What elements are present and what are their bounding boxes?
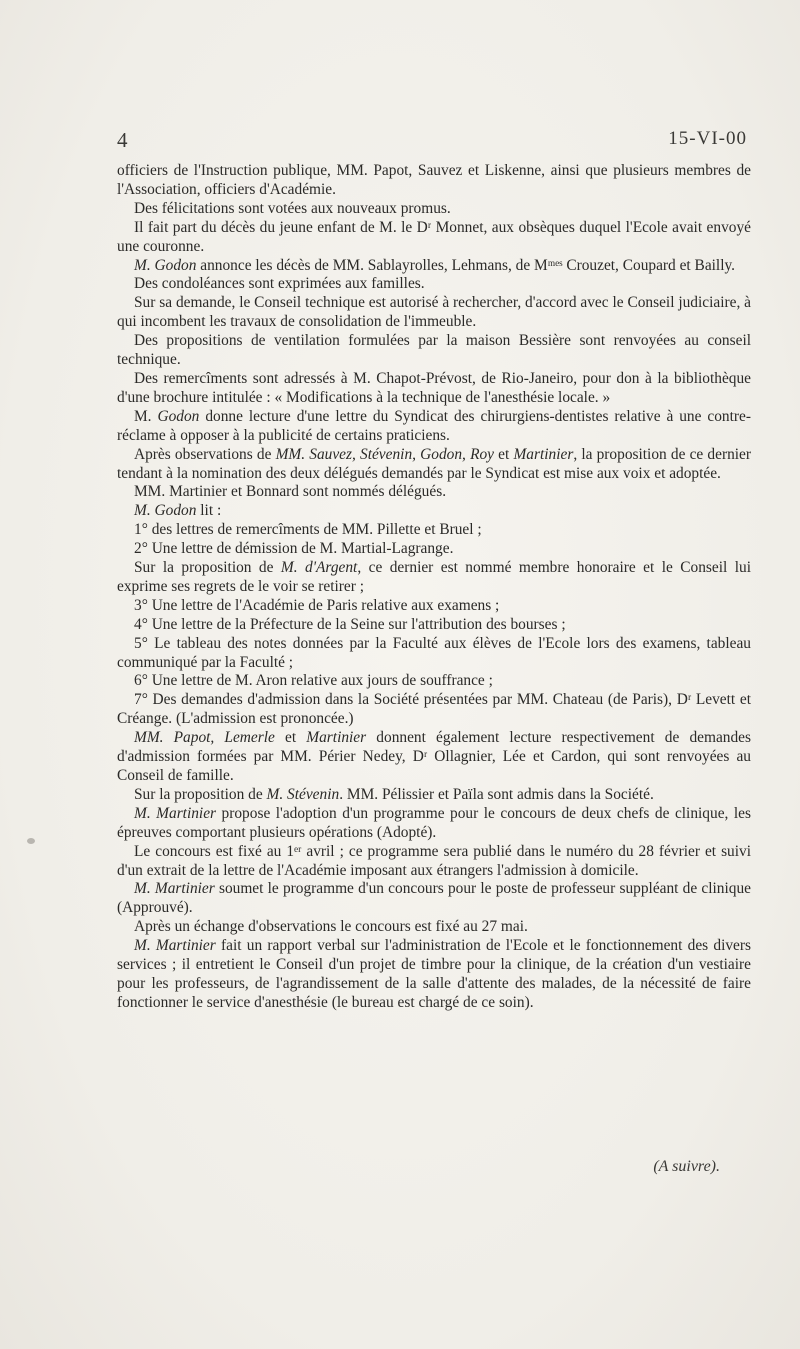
paragraph: M. Martinier propose l'adoption d'un programme pour le concours de deux chefs de clinique, les épreuves comportant plusieurs opérations (Adopté). (117, 804, 751, 841)
paragraph: M. Martinier fait un rapport verbal sur l'administration de l'Ecole et le fonctionnement des divers services ; il entretient le Conseil d'un projet de timbre pour la clinique, de la création d'un vestiaire pour les professeurs, de l'agrandissement de la salle d'attente des malades, de la nécessité de faire fonctionner le service d'anesthésie (le bureau est chargé de ce soin). (117, 937, 751, 1011)
paragraph: M. Godon annonce les décès de MM. Sablayrolles, Lehmans, de Mᵐᵉˢ Crouzet, Coupard et Bailly. (134, 256, 736, 274)
paragraph: Sur sa demande, le Conseil technique est autorisé à rechercher, d'accord avec le Conseil judiciaire, à qui incombent les travaux de consolidation de l'immeuble. (117, 294, 751, 331)
paragraph: MM. Martinier et Bonnard sont nommés délégués. (134, 483, 447, 501)
page-header (117, 128, 747, 156)
paragraph: Sur la proposition de M. d'Argent, ce dernier est nommé membre honoraire et le Conseil lui exprime ses regrets de le voir se retirer ; (117, 559, 751, 595)
paragraph: M. Martinier soumet le programme d'un concours pour le poste de professeur suppléant de clinique (Approuvé). (117, 880, 751, 917)
paragraph: Des remercîments sont adressés à M. Chapot-Prévost, de Rio-Janeiro, pour don à la bibliothèque d'une brochure intitulée : « Modifications à la technique de l'anesthésie locale. » (117, 369, 751, 406)
paragraph: Après un échange d'observations le concours est fixé au 27 mai. (134, 918, 528, 936)
paragraph: Des félicitations sont votées aux nouveaux promus. (134, 199, 451, 217)
page-number: 4 (117, 128, 128, 152)
paragraph: Il fait part du décès du jeune enfant de M. le Dʳ Monnet, aux obsèques duquel l'Ecole avait envoyé une couronne. (117, 218, 751, 255)
paragraph: 2° Une lettre de démission de M. Martial-Lagrange. (134, 540, 454, 558)
paragraph: 3° Une lettre de l'Académie de Paris relative aux examens ; (134, 596, 500, 614)
paragraph: Le concours est fixé au 1ᵉʳ avril ; ce programme sera publié dans le numéro du 28 février et suivi d'un extrait de la lettre de l'Académie imposant aux étrangers l'admission à domicile. (117, 842, 751, 879)
paper-speck (27, 838, 35, 844)
paragraph: 6° Une lettre de M. Aron relative aux jours de souffrance ; (134, 672, 493, 690)
paragraph: Des propositions de ventilation formulées par la maison Bessière sont renvoyées au conseil technique. (117, 332, 751, 369)
paragraph: 1° des lettres de remercîments de MM. Pillette et Bruel ; (134, 521, 482, 539)
paragraph: Des condoléances sont exprimées aux familles. (134, 275, 425, 293)
paragraph: M. Godon donne lecture d'une lettre du Syndicat des chirurgiens-dentistes relative à une contre-réclame à opposer à la publicité de certains praticiens. (117, 407, 751, 444)
paragraph: Sur la proposition de M. Stévenin. MM. Pélissier et Païla sont admis dans la Société. (134, 785, 654, 803)
article-body (117, 162, 751, 1013)
paragraph: 7° Des demandes d'admission dans la Société présentées par MM. Chateau (de Paris), Dʳ Levett et Créange. (L'admission est prononcée.) (117, 691, 751, 728)
paragraph: MM. Papot, Lemerle et Martinier donnent également lecture respectivement de demandes d'admission formées par MM. Périer Nedey, Dʳ Ollagnier, Lée et Cardon, qui sont renvoyées au Conseil de famille. (117, 729, 751, 784)
continuation-note: (A suivre). (653, 1158, 720, 1175)
paragraph: 4° Une lettre de la Préfecture de la Seine sur l'attribution des bourses ; (134, 615, 566, 633)
paragraph: 5° Le tableau des notes données par la Faculté aux élèves de l'Ecole lors des examens, tableau communiqué par la Faculté ; (117, 634, 751, 671)
paragraph: officiers de l'Instruction publique, MM. Papot, Sauvez et Liskenne, ainsi que plusieurs membres de l'Association, officiers d'Académie. (117, 162, 751, 198)
paragraph: Après observations de MM. Sauvez, Stévenin, Godon, Roy et Martinier, la proposition de ce dernier tendant à la nomination des deux délégués demandés par le Syndicat est mise aux voix et adoptée. (117, 445, 751, 482)
paragraph: M. Godon lit : (134, 502, 222, 520)
issue-date: 15-VI-00 (668, 128, 747, 149)
